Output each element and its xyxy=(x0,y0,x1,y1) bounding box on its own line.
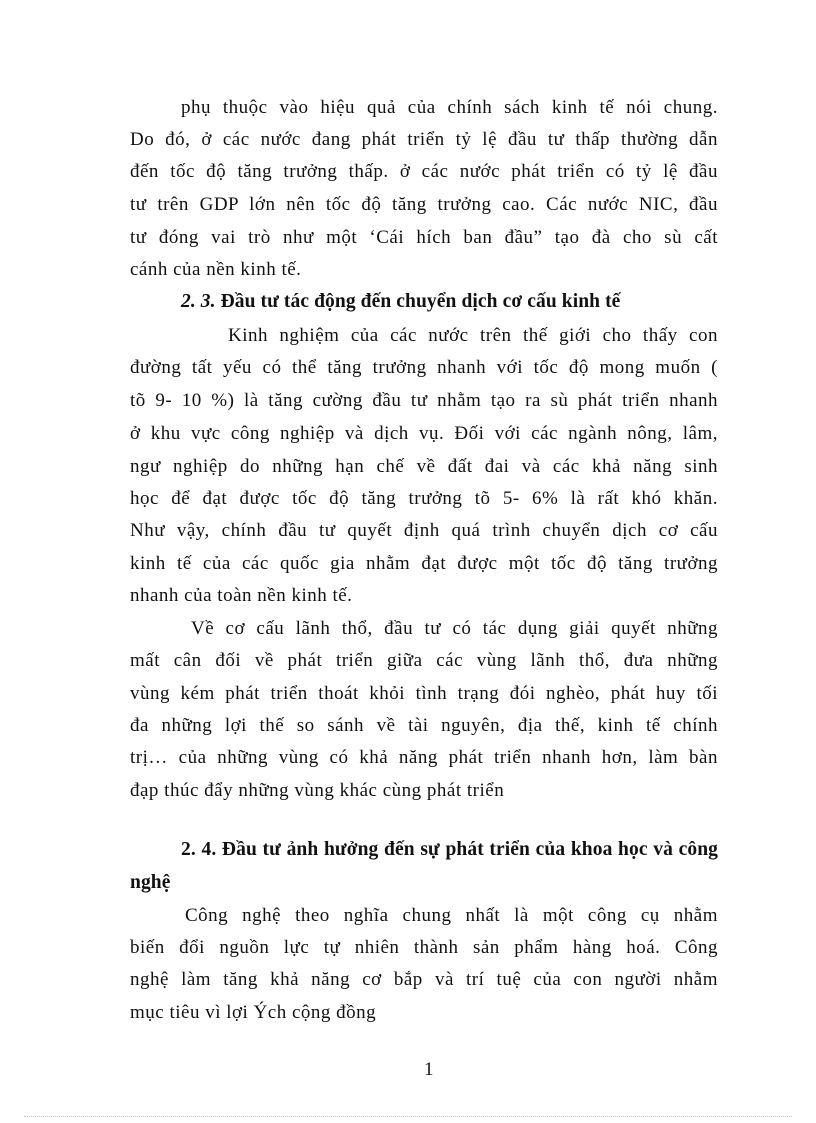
text-line: Về cơ cấu lãnh thổ, đầu tư có tác dụng giải quyết những xyxy=(191,618,718,639)
heading-line: nghệ xyxy=(130,872,171,893)
section-number: 2. 3. xyxy=(181,291,216,312)
text-line: biến đổi nguồn lực tự nhiên thành sản phẩm hàng hoá. Công xyxy=(130,937,718,958)
text-line: mất cân đối về phát triển giữa các vùng lãnh thổ, đưa những xyxy=(130,650,718,671)
text-line: trị… của những vùng có khả năng phát triển nhanh hơn, làm bàn xyxy=(130,747,718,768)
text-line: tư đóng vai trò như một ‘Cái hích ban đầu” tạo đà cho sù cất xyxy=(130,227,718,248)
text-line: đến tốc độ tăng trưởng thấp. ở các nước phát triển có tỷ lệ đầu xyxy=(130,161,718,182)
text-line: nhanh của toàn nền kinh tế. xyxy=(130,585,353,606)
text-line: kinh tế của các quốc gia nhằm đạt được một tốc độ tăng trưởng xyxy=(130,553,718,574)
text-line: Như vậy, chính đầu tư quyết định quá trình chuyển dịch cơ cấu xyxy=(130,520,718,541)
text-line: đường tất yếu có thể tăng trưởng nhanh với tốc độ mong muốn ( xyxy=(130,357,718,378)
page-number: 1 xyxy=(424,1059,434,1080)
text-line: đa những lợi thế so sánh về tài nguyên, địa thế, kinh tế chính xyxy=(130,715,718,736)
text-line: tõ 9- 10 %) là tăng cường đầu tư nhằm tạo ra sù phát triển nhanh xyxy=(130,390,718,411)
text-line: nghệ làm tăng khả năng cơ bắp và trí tuệ của con người nhằm xyxy=(130,969,718,990)
text-line: Công nghệ theo nghĩa chung nhất là một công cụ nhằm xyxy=(185,905,718,926)
section-title: Đầu tư tác động đến chuyển dịch cơ cấu kinh tế xyxy=(220,291,621,312)
text-line: Do đó, ở các nước đang phát triển tỷ lệ đầu tư thấp thường dẫn xyxy=(130,129,718,150)
text-line: vùng kém phát triển thoát khỏi tình trạng đói nghèo, phát huy tối xyxy=(130,683,718,704)
text-line: cánh của nền kinh tế. xyxy=(130,259,302,280)
text-line: mục tiêu vì lợi Ých cộng đồng xyxy=(130,1002,377,1023)
text-line: học để đạt được tốc độ tăng trưởng tõ 5- 6% là rất khó khăn. xyxy=(130,488,718,509)
text-line: Kinh nghiệm của các nước trên thế giới cho thấy con xyxy=(228,325,718,346)
text-line: đạp thúc đẩy những vùng khác cùng phát triển xyxy=(130,780,505,801)
section-heading-2-3 xyxy=(181,290,816,314)
text-line: tư trên GDP lớn nên tốc độ tăng trưởng cao. Các nước NIC, đầu xyxy=(130,194,718,215)
heading-line: 2. 4. Đầu tư ảnh hưởng đến sự phát triển của khoa học và công xyxy=(181,839,718,860)
text-line: ngư nghiệp do những hạn chế về đất đai và các khả năng sinh xyxy=(130,456,718,477)
text-line: ở khu vực công nghiệp và dịch vụ. Đối với các ngành nông, lâm, xyxy=(130,423,718,444)
text-line: phụ thuộc vào hiệu quả của chính sách kinh tế nói chung. xyxy=(181,97,718,118)
page-bottom-divider xyxy=(24,1116,792,1117)
